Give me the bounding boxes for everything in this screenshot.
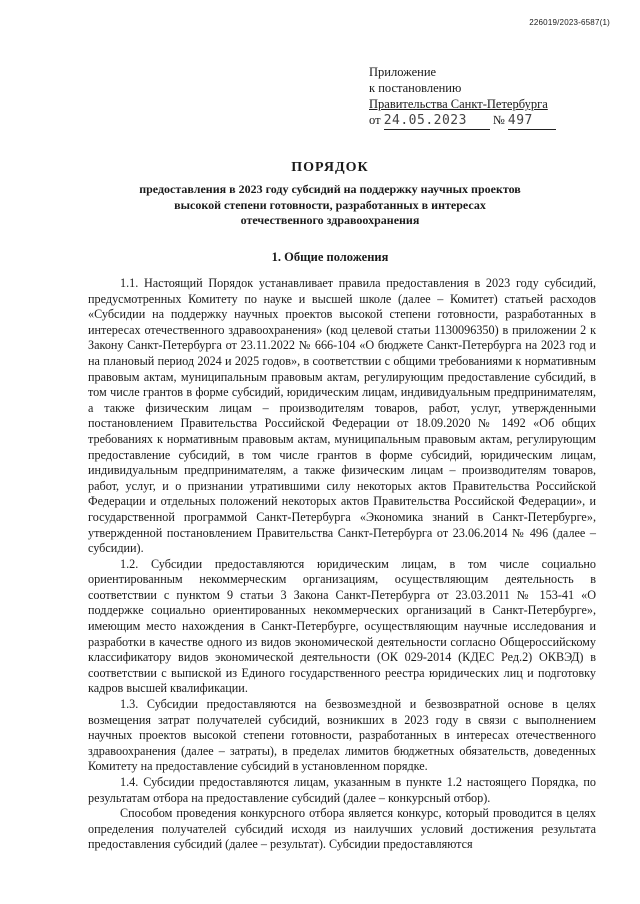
paragraph-1-2: 1.2. Субсидии предоставляются юридическим лицам, в том числе социально ориентированным некоммерческим организациям, осуществляющим деятельность в соответствии с пунктом 9 статьи 3 Закона Санкт-Петербурга от 23.03.2011 № 153-41 «О поддержке социально ориентированных некоммерческих организаций в Санкт-Петербурге», имеющим место нахождения в Санкт-Петербурге, осуществляющим научные исследования и разработки в качестве одного из видов экономической деятельности согласно Общероссийскому классификатору видов экономической деятельности (ОК 029-2014 (КДЕС Ред.2) ОКВЭД) в соответствии с выпиской из Единого государственного реестра юридических лиц и подготовку кадров высшей квалификации. [88, 556, 596, 696]
section-heading: 1. Общие положения [271, 250, 389, 264]
paragraph-method: Способом проведения конкурсного отбора является конкурс, который проводится в целях определения получателей субсидий исходя из наилучших условий достижения результата предоставления субсидий (далее – результат). Субсидии предоставляются [88, 806, 596, 852]
appendix-date-line [369, 112, 594, 130]
date-value: 24.05.2023 [383, 113, 467, 128]
appendix-line-2: к постановлению [369, 81, 462, 95]
paragraph-1-1: 1.1. Настоящий Порядок устанавливает правила предоставления в 2023 году субсидий, предусмотренных Комитету по науке и высшей школе (далее – Комитет) статьей расходов «Субсидии на поддержку научных проектов высокой степени готовности, разработанных в интересах отечественного здравоохранения» (код целевой статьи 1130096350) в приложении 2 к Закону Санкт-Петербурга от 23.11.2022 № 666-104 «О бюджете Санкт-Петербурга на 2023 год и на плановый период 2024 и 2025 годов», в соответствии с общими требованиями к нормативным правовым актам, муниципальным правовым актам, регулирующим предоставление субсидий, в том числе грантов в форме субсидий, юридическим лицам, индивидуальным предпринимателям, а также физическим лицам – производителям товаров, работ, услуг, утвержденными постановлением Правительства Российской Федерации от 18.09.2020 № 1492 «Об общих требованиях к нормативным правовым актам, муниципальным правовым актам, регулирующим предоставление субсидий, в том числе грантов в форме субсидий, юридическим лицам, индивидуальным предпринимателям, а также физическим лицам – производителям товаров, работ, услуг, и о признании утратившими силу некоторых актов Правительства Российской Федерации и отдельных положений некоторых актов Правительства Российской Федерации», и государственной программой Санкт-Петербурга «Экономика знаний в Санкт-Петербурге», утвержденной постановлением Правительства Санкт-Петербурга от 23.06.2014 № 496 (далее – субсидии). [88, 276, 596, 556]
number-field [508, 112, 556, 130]
number-label: № [492, 113, 505, 127]
number-value: 497 [507, 113, 533, 128]
date-field [384, 112, 490, 130]
paragraph-1-3: 1.3. Субсидии предоставляются на безвозмездной и безвозвратной основе в целях возмещения затрат получателей субсидий, возникших в 2023 году в связи с выполнением научных проектов высокой степени готовности, разработанных в интересах отечественного здравоохранения (далее – затраты), в пределах лимитов бюджетных обязательств, доведенных Комитету на предоставление субсидий в установленном порядке. [88, 697, 596, 774]
document-body [88, 276, 596, 853]
subtitle-line-2: высокой степени готовности, разработанных в интересах [174, 197, 486, 212]
subtitle-line-3: отечественного здравоохранения [240, 213, 420, 227]
subtitle-line-1: предоставления в 2023 году субсидий на поддержку научных проектов [139, 182, 521, 196]
paragraph-1-4: 1.4. Субсидии предоставляются лицам, указанным в пункте 1.2 настоящего Порядка, по результатам отбора на предоставление субсидий (далее – конкурсный отбор). [88, 775, 596, 805]
title-block [80, 160, 580, 229]
appendix-line-3: Правительства Санкт-Петербурга [369, 97, 548, 111]
appendix-block [369, 64, 594, 130]
from-label: от [369, 113, 381, 127]
document-title: ПОРЯДОК [291, 160, 369, 175]
document-number: 226019/2023-6587(1) [529, 18, 610, 27]
appendix-line-1: Приложение [369, 65, 437, 79]
